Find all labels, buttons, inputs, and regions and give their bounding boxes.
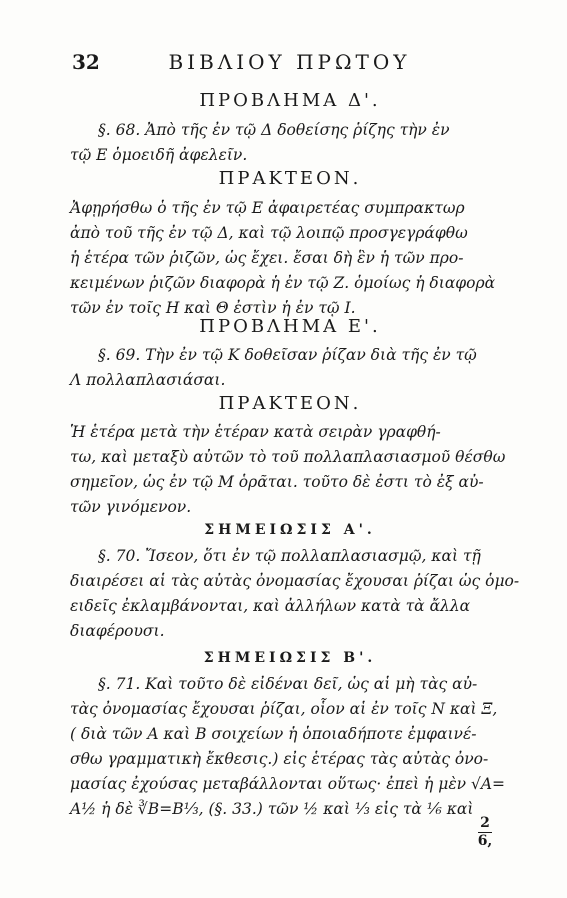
- text-line: τῶν ἐν τοῖς Η καὶ Θ ἐστὶν ἡ ἐν τῷ Ι.: [70, 299, 356, 317]
- problem-heading: ΠΡΟΒΛΗΜΑ Δ'.: [199, 90, 381, 111]
- text-line: τὰς ὀνομασίας ἔχουσαι ῥίζαι, οἷον αἱ ἐν τοῖς Ν καὶ Ξ,: [70, 700, 498, 718]
- text-line: Λ πολλαπλασιάσαι.: [70, 371, 226, 389]
- problem-heading: ΠΡΟΒΛΗΜΑ Ε'.: [199, 316, 381, 337]
- text-line: §. 71. Καὶ τοῦτο δὲ εἰδέναι δεῖ, ὡς αἱ μὴ τὰς αὐ-: [98, 675, 478, 693]
- fraction-continuation: [470, 816, 500, 849]
- fraction-denominator: 6,: [477, 833, 493, 849]
- text-line: Α½ ἡ δὲ ∛Β=Β⅓, (§. 33.) τῶν ½ καὶ ⅓ εἰς τὰ ⅙ καὶ: [70, 800, 474, 818]
- text-line: §. 70. Ἴσεον, ὅτι ἐν τῷ πολλαπλασιασμῷ, καὶ τῇ: [98, 547, 481, 565]
- page-number: 32: [72, 50, 100, 74]
- text-line: σθω γραμματικὴ ἔκθεσις.) εἰς ἑτέρας τὰς αὐτὰς ὀνο-: [70, 750, 489, 768]
- page-header: [72, 50, 507, 80]
- running-head: ΒΙΒΛΙΟΥ ΠΡΩΤΟΥ: [168, 50, 411, 74]
- text-line: Ἀφῃρήσθω ὁ τῆς ἐν τῷ Ε ἀφαιρετέας συμπρακτωρ: [70, 199, 465, 217]
- text-line: σημεῖον, ὡς ἐν τῷ Μ ὁρᾶται. τοῦτο δὲ ἐστι τὸ ἐξ αὐ-: [70, 473, 484, 491]
- text-line: §. 68. Ἀπὸ τῆς ἐν τῷ Δ δοθείσης ῥίζης τὴν ἐν: [98, 121, 450, 139]
- practeon-text: [70, 196, 510, 321]
- text-line: τῶν γινόμενον.: [70, 498, 192, 516]
- note-text: [70, 672, 510, 822]
- note-heading: ΣΗΜΕΙΩΣΙΣ Α'.: [204, 522, 376, 538]
- text-line: §. 69. Τὴν ἐν τῷ Κ δοθεῖσαν ῥίζαν διὰ τῆς ἐν τῷ: [98, 346, 477, 364]
- text-line: ( διὰ τῶν Α καὶ Β σοιχείων ἡ ὁποιαδήποτε ἐμφαινέ-: [70, 725, 477, 743]
- text-line: ἀπὸ τοῦ τῆς ἐν τῷ Δ, καὶ τῷ λοιπῷ προσγεγράφθω: [70, 224, 468, 242]
- text-line: ἡ ἑτέρα τῶν ῥιζῶν, ὡς ἔχει. ἔσαι δὴ ἓν ἡ τῶν προ-: [70, 249, 464, 267]
- text-line: ειδεῖς ἐκλαμβάνονται, καὶ ἀλλήλων κατὰ τὰ ἄλλα: [70, 597, 471, 615]
- practeon-heading: ΠΡΑΚΤΕΟΝ.: [218, 393, 362, 414]
- practeon-text: [70, 420, 510, 520]
- text-line: τω, καὶ μεταξὺ αὐτῶν τὸ τοῦ πολλαπλασιασμοῦ θέσθω: [70, 448, 506, 466]
- text-line: Ἡ ἑτέρα μετὰ τὴν ἑτέραν κατὰ σειρὰν γραφθή-: [70, 423, 441, 441]
- practeon-heading: ΠΡΑΚΤΕΟΝ.: [218, 168, 362, 189]
- text-line: τῷ Ε ὁμοειδῆ ἀφελεῖν.: [70, 146, 248, 164]
- text-line: διαφέρουσι.: [70, 622, 165, 640]
- text-line: μασίας ἐχούσας μεταβάλλονται οὕτως· ἐπεὶ ἡ μὲν √Α=: [70, 775, 506, 793]
- text-line: διαιρέσει αἱ τὰς αὐτὰς ὀνομασίας ἔχουσαι ῥίζαι ὡς ὁμο-: [70, 572, 520, 590]
- note-text: [70, 544, 520, 644]
- text-line: κειμένων ῥιζῶν διαφορὰ ἡ ἐν τῷ Ζ. ὁμοίως ἡ διαφορὰ: [70, 274, 496, 292]
- problem-text: [70, 343, 510, 393]
- problem-text: [70, 118, 510, 168]
- note-heading: ΣΗΜΕΙΩΣΙΣ Β'.: [203, 650, 377, 666]
- fraction-numerator: 2: [480, 815, 490, 831]
